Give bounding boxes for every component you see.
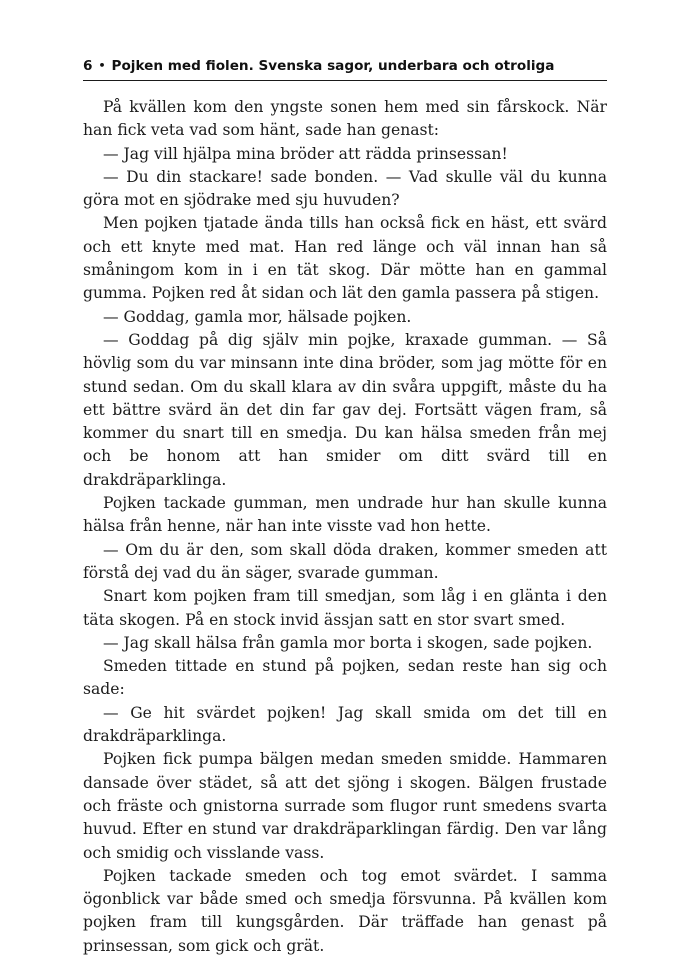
paragraph: På kvällen kom den yngste sonen hem med sin fårskock. När han fick veta vad som hänt, sade han genast:	[83, 98, 607, 140]
paragraph: — Goddag, gamla mor, hälsade pojken.	[103, 307, 412, 326]
header-bullet: •	[98, 59, 106, 72]
paragraph: — Du din stackare! sade bonden. — Vad skulle väl du kunna göra mot en sjödrake med sju huvuden?	[83, 167, 607, 210]
paragraph: Smeden tittade en stund på pojken, sedan reste han sig och sade:	[83, 657, 607, 699]
paragraph: — Jag vill hjälpa mina bröder att rädda prinsessan!	[103, 144, 508, 163]
running-header	[83, 52, 607, 81]
paragraph: Pojken tackade smeden och tog emot svärdet. I samma ögonblick var både smed och smedja försvunna. På kvällen kom pojken fram till kungsgården. Där träffade han genast på prinsessan, som gick och grät.	[83, 866, 607, 955]
paragraph: — Jag skall hälsa från gamla mor borta i skogen, sade pojken.	[103, 633, 593, 652]
body-text	[83, 96, 607, 958]
paragraph: Pojken tackade gumman, men undrade hur han skulle kunna hälsa från henne, när han inte visste vad hon hette.	[83, 494, 607, 536]
paragraph: — Om du är den, som skall döda draken, kommer smeden att förstå dej vad du än säger, svarade gumman.	[83, 540, 607, 582]
paragraph: Men pojken tjatade ända tills han också fick en häst, ett svärd och ett knyte med mat. Han red länge och väl innan han så småningom kom in i en tät skog. Där mötte han en gammal gumma. Pojken red åt sidan och lät den gamla passera på stigen.	[83, 214, 607, 303]
paragraph: — Goddag på dig själv min pojke, kraxade gumman. — Så hövlig som du var minsann inte dina bröder, som jag mötte för en stund sedan. Om du skall klara av din svåra uppgift, måste du ha ett bättre svärd än det din far gav dej. Fortsätt vägen fram, så kommer du snart till en smedja. Du kan hälsa smeden från mej och be honom att han smider om ditt svärd till en drakdräparklinga.	[83, 330, 607, 489]
book-title: Pojken med fiolen. Svenska sagor, underbara och otroliga	[111, 58, 555, 74]
paragraph: Snart kom pojken fram till smedjan, som låg i en glänta i den täta skogen. På en stock invid ässjan satt en stor svart smed.	[83, 587, 607, 629]
paragraph: — Ge hit svärdet pojken! Jag skall smida om det till en drakdräparklinga.	[83, 703, 607, 746]
page-number: 6	[83, 58, 93, 74]
paragraph: Pojken fick pumpa bälgen medan smeden smidde. Hammaren dansade över städet, så att det sjöng i skogen. Bälgen frustade och fräste och gnistorna surrade som flugor runt smedens svarta huvud. Efter en stund var drakdräparklingan färdig. Den var lång och smidig och visslande vass.	[83, 750, 607, 862]
